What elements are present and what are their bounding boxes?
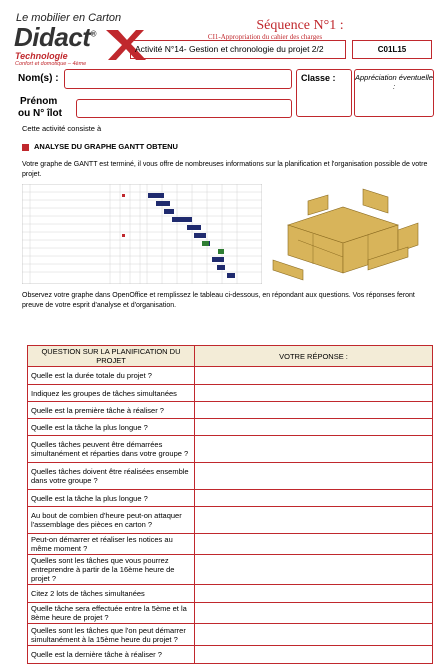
question-cell: Quelle est la dernière tâche à réaliser ? [28,646,195,664]
answer-cell[interactable] [195,646,433,664]
question-cell: Peut-on démarrer et réaliser les notices au même moment ? [28,534,195,555]
table-row [28,646,433,664]
appreciation-label: Appréciation éventuelle : [355,73,433,91]
classe-label: Classe : [301,73,336,83]
section-title: ANALYSE DU GRAPHE GANTT OBTENU [34,142,178,151]
question-cell: Quelles sont les tâches que vous pourrez entreprendre à partir de la 16ème heure de projet ? [28,555,195,585]
question-cell: Quelle tâche sera effectuée entre la 5ème et la 8ème heure de projet ? [28,603,195,624]
classe-field[interactable] [296,69,352,117]
nom-field[interactable] [64,69,292,89]
answer-cell[interactable] [195,419,433,436]
sequence-title: Séquence N°1 : [256,18,344,33]
table-row [28,436,433,463]
ilot-label: ou N° îlot [18,108,62,119]
logo-tagline: Le mobilier en Carton [16,12,122,24]
logo-subtitle-small: Confort et domotique – 4ème [15,61,87,67]
answer-cell[interactable] [195,367,433,385]
table-row [28,603,433,624]
table-row [28,624,433,646]
prenom-label: Prénom [20,96,58,107]
paragraph-instructions: Observez votre graphe dans OpenOffice et remplissez le tableau ci-dessous, en répondant aux questions. Vos réponses feront preuve de votre esprit d'analyse et d'organisation. [22,292,415,309]
answer-cell[interactable] [195,463,433,490]
intro-text: Cette activité consiste à [22,124,102,133]
question-cell: Quelles sont les tâches que l'on peut démarrer simultanément à la 15ème heure du projet ? [28,624,195,646]
gantt-chart-image [22,184,262,284]
table-row [28,534,433,555]
answer-cell[interactable] [195,624,433,646]
question-cell: Quelle est la première tâche à réaliser ? [28,402,195,419]
table-row [28,385,433,402]
logo-subtitle: Technologie [15,51,68,61]
answer-cell[interactable] [195,385,433,402]
table-row [28,419,433,436]
question-cell: Quelle est la tâche la plus longue ? [28,419,195,436]
answer-cell[interactable] [195,402,433,419]
nom-label: Nom(s) : [18,73,59,84]
questions-table [27,345,433,664]
answer-cell[interactable] [195,490,433,507]
answer-cell[interactable] [195,603,433,624]
cardboard-furniture-image [268,185,433,285]
section-marker-icon [22,144,29,151]
question-cell: Quelles tâches doivent être réalisées ensemble dans votre groupe ? [28,463,195,490]
sequence-subtitle: CI1-Appropriation du cahier des charges [207,33,323,41]
question-cell: Quelles tâches peuvent être démarrées simultanément et réparties dans votre groupe ? [28,436,195,463]
question-cell: Citez 2 lots de tâches simultanées [28,585,195,603]
table-row [28,367,433,385]
paragraph-gantt: Votre graphe de GANTT est terminé, il vous offre de nombreuses informations sur la planification et l'organisation possible de votre projet. [22,161,428,178]
answer-cell[interactable] [195,555,433,585]
table-row [28,555,433,585]
activity-title: Activité N°14- Gestion et chronologie du projet 2/2 [130,40,346,59]
answer-cell[interactable] [195,585,433,603]
activity-code: C01L15 [352,40,432,59]
question-cell: Quelle est la tâche la plus longue ? [28,490,195,507]
answer-cell[interactable] [195,436,433,463]
table-row [28,585,433,603]
table-row [28,402,433,419]
table-row [28,507,433,534]
column-header-answer: VOTRE RÉPONSE : [195,346,433,367]
prenom-field[interactable] [76,99,292,118]
column-header-question: QUESTION SUR LA PLANIFICATION DU PROJET [28,346,195,367]
question-cell: Au bout de combien d'heure peut-on attaquer l'assemblage des pièces en carton ? [28,507,195,534]
question-cell: Quelle est la durée totale du projet ? [28,367,195,385]
answer-cell[interactable] [195,534,433,555]
answer-cell[interactable] [195,507,433,534]
appreciation-field[interactable] [354,69,434,117]
table-row [28,490,433,507]
logo-brand: Didact® [14,22,96,52]
question-cell: Indiquez les groupes de tâches simultanées [28,385,195,402]
table-row [28,463,433,490]
